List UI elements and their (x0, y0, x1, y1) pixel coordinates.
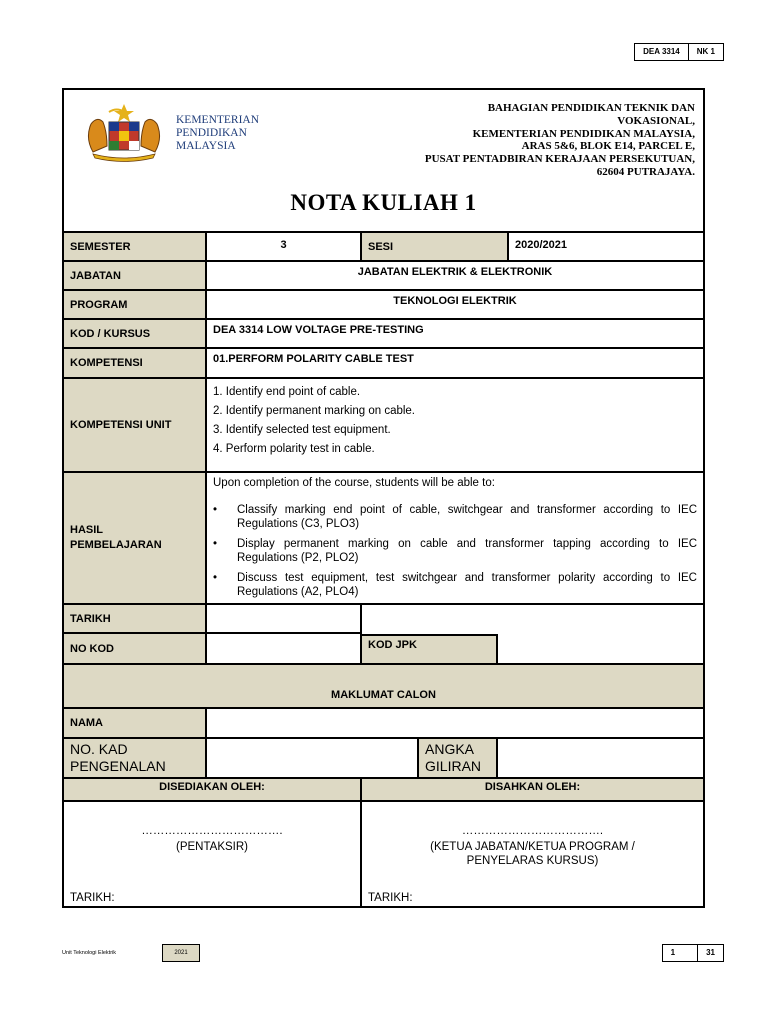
tarikh-row (64, 605, 703, 634)
page-number: 1 (670, 948, 676, 957)
tarikh-field[interactable] (207, 605, 362, 634)
signature-line: ………………………………. (141, 825, 283, 837)
sesi-label: SESI (368, 240, 394, 253)
document-code-box (634, 43, 724, 61)
kod-kursus-label: KOD / KURSUS (70, 327, 151, 340)
kompetensi-unit-row (64, 379, 703, 473)
ketua-signature-box[interactable] (362, 802, 703, 906)
document-frame (62, 88, 705, 908)
signature-row (64, 802, 703, 906)
sesi-value: 2020/2021 (515, 239, 567, 251)
signature-header-row (64, 779, 703, 802)
no-kod-row (64, 634, 703, 665)
pentaksir-role: (PENTAKSIR) (176, 841, 248, 853)
kompetensi-label: KOMPETENSI (70, 357, 143, 369)
ketua-role-2: PENYELARAS KURSUS) (466, 855, 599, 867)
list-item: • Classify marking end point of cable, switchgear and transformer according to IEC Regulations (C3, PLO3) (213, 504, 697, 530)
list-item: 1. Identify end point of cable. (213, 386, 361, 398)
list-item: • Display permanent marking on cable and transformer tapping according to IEC Regulations (P2, PLO2) (213, 538, 697, 564)
angka-giliran-label: ANGKA GILIRAN (425, 741, 482, 774)
hasil-pembelajaran-label: HASIL PEMBELAJARAN (70, 524, 162, 551)
pentaksir-tarikh: TARIKH: (70, 892, 115, 904)
program-label: PROGRAM (70, 298, 128, 311)
kompetensi-unit-label: KOMPETENSI UNIT (70, 419, 172, 431)
pentaksir-signature-box[interactable] (64, 802, 362, 906)
kod-jpk-field[interactable] (498, 634, 703, 665)
hasil-list (213, 503, 697, 605)
ic-row (64, 739, 703, 779)
kod-kursus-row (64, 320, 703, 349)
semester-label: SEMESTER (70, 240, 131, 253)
jabatan-label: JABATAN (70, 269, 121, 282)
list-item: • Discuss test equipment, test switchgear and transformer polarity according to IEC Regulations (A2, PLO4) (213, 572, 697, 598)
no-kad-label: NO. KAD PENGENALAN (70, 741, 166, 774)
jabatan-value: JABATAN ELEKTRIK & ELEKTRONIK (357, 266, 553, 278)
program-row (64, 291, 703, 320)
semester-row (64, 233, 703, 262)
footer-unit: Unit Teknologi Elektrik (62, 950, 117, 956)
no-kod-label: NO KOD (70, 642, 114, 655)
list-item: 2. Identify permanent marking on cable. (213, 405, 416, 417)
maklumat-calon-label: MAKLUMAT CALON (331, 689, 436, 701)
list-item: 3. Identify selected test equipment. (213, 424, 391, 436)
coat-of-arms-icon (79, 102, 169, 162)
tarikh-label: TARIKH (70, 612, 111, 625)
document-code: DEA 3314 (643, 47, 680, 56)
document-header (64, 90, 703, 233)
hasil-intro: Upon completion of the course, students will be able to: (213, 477, 495, 489)
jabatan-row (64, 262, 703, 291)
disahkan-label: DISAHKAN OLEH: (484, 781, 581, 793)
ketua-role: (KETUA JABATAN/KETUA PROGRAM / (430, 841, 635, 853)
kod-jpk-label: KOD JPK (368, 639, 417, 651)
kompetensi-row (64, 349, 703, 379)
maklumat-calon-row (64, 665, 703, 709)
semester-value: 3 (280, 239, 287, 251)
bullet-icon: • (213, 504, 218, 516)
nama-row (64, 709, 703, 739)
document-title: NOTA KULIAH 1 (290, 190, 477, 215)
footer-year: 2021 (162, 944, 200, 962)
angka-giliran-field[interactable] (498, 739, 703, 779)
list-item: 4. Perform polarity test in cable. (213, 443, 375, 455)
signature-line: ………………………………. (461, 825, 604, 837)
nama-field[interactable] (207, 709, 703, 739)
no-kad-field[interactable] (207, 739, 419, 779)
disediakan-label: DISEDIAKAN OLEH: (159, 781, 265, 793)
document-nk: NK 1 (688, 44, 723, 60)
bullet-icon: • (213, 538, 218, 550)
program-value: TEKNOLOGI ELEKTRIK (393, 295, 517, 307)
bullet-icon: • (213, 572, 218, 584)
hasil-pembelajaran-row (64, 473, 703, 605)
page-total: 31 (697, 945, 723, 961)
ministry-address: BAHAGIAN PENDIDIKAN TEKNIK DAN VOKASIONAL, KEMENTERIAN PENDIDIKAN MALAYSIA, ARAS 5&6, BLOK E14, PARCEL E, PUSAT PENTADBIRAN KERAJAAN PERSEKUTUAN, 62604 PUTRAJAYA. (424, 102, 695, 178)
no-kod-field[interactable] (207, 634, 362, 665)
ministry-name: KEMENTERIAN PENDIDIKAN MALAYSIA (176, 114, 260, 152)
kompetensi-unit-list (213, 383, 415, 459)
kod-kursus-value: DEA 3314 LOW VOLTAGE PRE-TESTING (213, 324, 424, 336)
ketua-tarikh: TARIKH: (368, 892, 413, 904)
kompetensi-value: 01.PERFORM POLARITY CABLE TEST (213, 353, 414, 365)
page-number-box (662, 944, 724, 962)
nama-label: NAMA (70, 717, 103, 729)
